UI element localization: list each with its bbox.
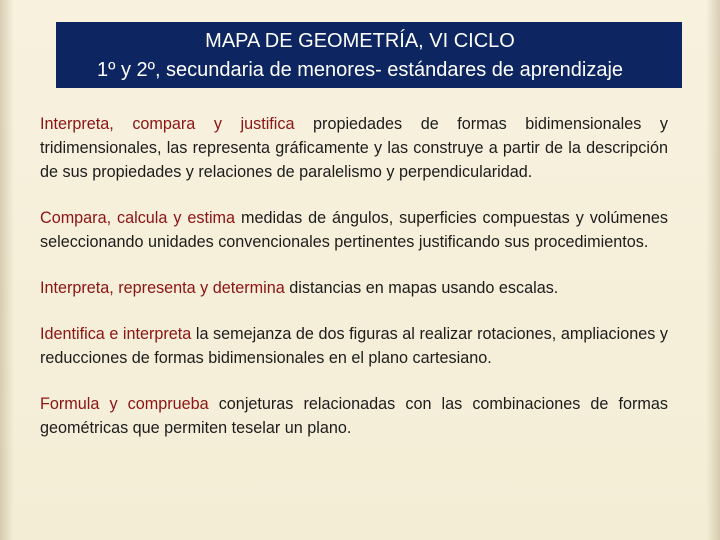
standard-keywords: Identifica e interpreta [40, 325, 192, 343]
slide-subtitle: 1º y 2º, secundaria de menores- estándares de aprendizaje [96, 59, 624, 81]
standard-keywords: Formula y comprueba [40, 395, 209, 413]
standard-text: la semejanza de dos figuras al realizar rotaciones, ampliaciones y reducciones de formas bidimensionales en el plano cartesiano. [40, 325, 668, 367]
standards-list [40, 112, 668, 462]
standard-keywords: Compara, calcula y estima [40, 209, 236, 227]
standard-paragraph [40, 392, 668, 440]
standard-paragraph [40, 112, 668, 184]
standard-keywords: Interpreta, compara y justifica [40, 115, 295, 133]
slide-title: MAPA DE GEOMETRÍA, VI CICLO [205, 30, 515, 52]
standard-text: distancias en mapas usando escalas. [284, 279, 559, 297]
standard-paragraph [40, 276, 668, 300]
standard-paragraph [40, 322, 668, 370]
standard-text: medidas de ángulos, superficies compuestas y volúmenes seleccionando unidades convencionales pertinentes justificando sus procedimientos. [40, 209, 668, 251]
standard-keywords: Interpreta, representa y determina [40, 279, 285, 297]
standard-text: conjeturas relacionadas con las combinaciones de formas geométricas que permiten teselar un plano. [40, 395, 668, 437]
standard-paragraph [40, 206, 668, 254]
standard-text: propiedades de formas bidimensionales y tridimensionales, las representa gráficamente y las construye a partir de la descripción de sus propiedades y relaciones de paralelismo y perpendicularidad. [40, 115, 669, 181]
